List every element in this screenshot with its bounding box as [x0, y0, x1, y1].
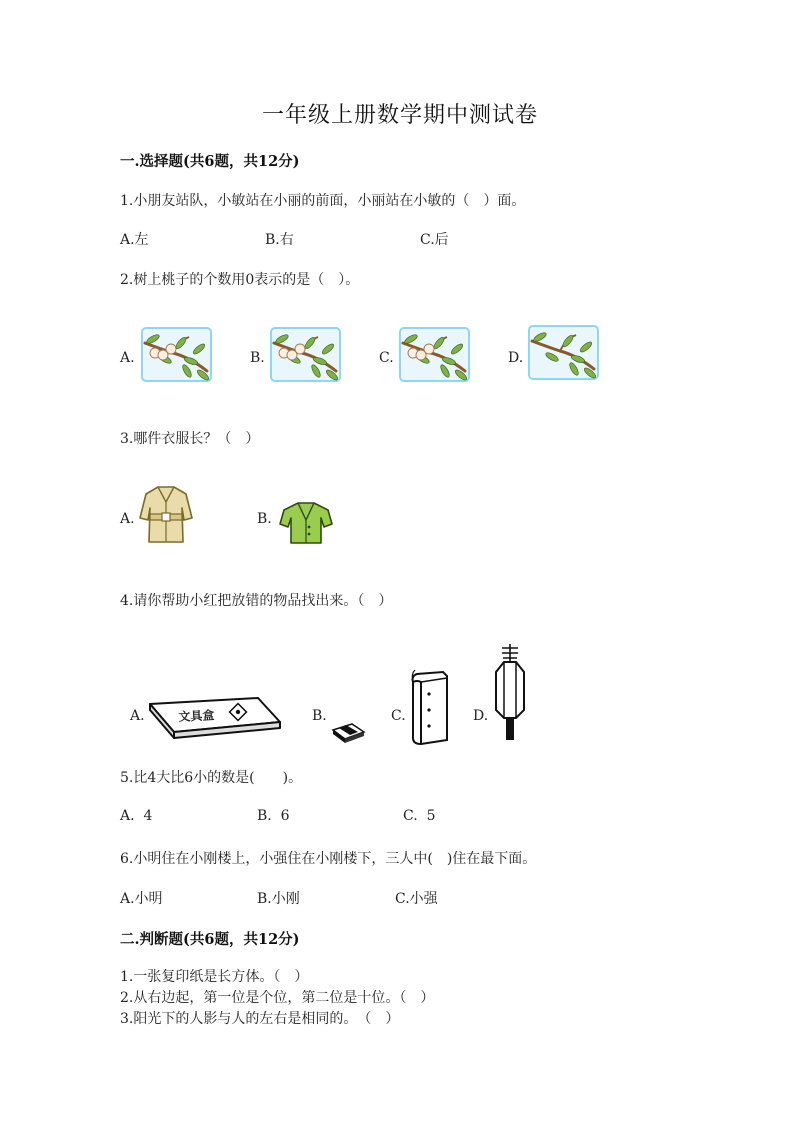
question-4: 4.请你帮助小红把放错的物品找出来。（ ） [120, 593, 393, 609]
q6-option-c: C.小强 [395, 891, 438, 907]
judge-question-2: 2.从右边起，第一位是个位，第二位是十位。（ ） [120, 990, 435, 1006]
question-5: 5.比4大比6小的数是( )。 [120, 770, 303, 786]
peach-branch-image-a [141, 327, 212, 382]
q3-option-b: B. [257, 511, 272, 527]
peach [166, 344, 176, 354]
section-heading-judge: 二.判断题(共6题，共12分) [120, 931, 300, 948]
q2-option-c: C. [379, 350, 394, 366]
judge-question-1: 1.一张复印纸是长方体。（ ） [120, 969, 309, 985]
eraser-image [330, 720, 366, 744]
q5-option-b: B. 6 [257, 808, 290, 824]
lamp-image [488, 642, 532, 742]
peach-branch-image-d [528, 325, 599, 380]
peach-branch-image-c [399, 327, 470, 382]
q1-option-b: B.右 [265, 232, 294, 248]
q6-option-a: A.小明 [120, 891, 163, 907]
q4-option-b: B. [312, 708, 327, 724]
question-6: 6.小明住在小刚楼上，小强住在小刚楼下，三人中( )住在最下面。 [120, 851, 537, 867]
q2-option-a: A. [120, 350, 135, 366]
q1-option-a: A.左 [120, 232, 149, 248]
book-image [407, 668, 449, 748]
peach [295, 344, 305, 354]
q1-option-c: C.后 [420, 232, 449, 248]
judge-question-3: 3.阳光下的人影与人的左右是相同的。 （ ） [120, 1011, 400, 1027]
q4-option-d: D. [473, 708, 489, 724]
q5-option-a: A. 4 [120, 808, 153, 824]
question-1: 1.小朋友站队，小敏站在小丽的前面，小丽站在小敏的（ ）面。 [120, 193, 526, 209]
peach-branch-image-b [270, 327, 341, 382]
section-heading-choice: 一.选择题(共6题，共12分) [120, 153, 300, 170]
pencil-box-label: 文具盒 [178, 708, 215, 724]
short-sweater-image [278, 500, 334, 546]
pencil-box-image [146, 694, 284, 740]
q4-option-a: A. [130, 708, 145, 724]
q2-option-b: B. [250, 350, 265, 366]
q2-option-d: D. [508, 350, 524, 366]
page-title: 一年级上册数学期中测试卷 [261, 103, 538, 128]
q3-option-a: A. [120, 511, 135, 527]
long-coat-image [136, 484, 196, 546]
question-2: 2.树上桃子的个数用0表示的是（ ）。 [120, 272, 360, 288]
question-3: 3.哪件衣服长？（ ） [120, 431, 260, 447]
q4-option-c: C. [391, 708, 406, 724]
q5-option-c: C. 5 [403, 808, 436, 824]
q6-option-b: B.小刚 [257, 891, 300, 907]
peach [424, 344, 434, 354]
